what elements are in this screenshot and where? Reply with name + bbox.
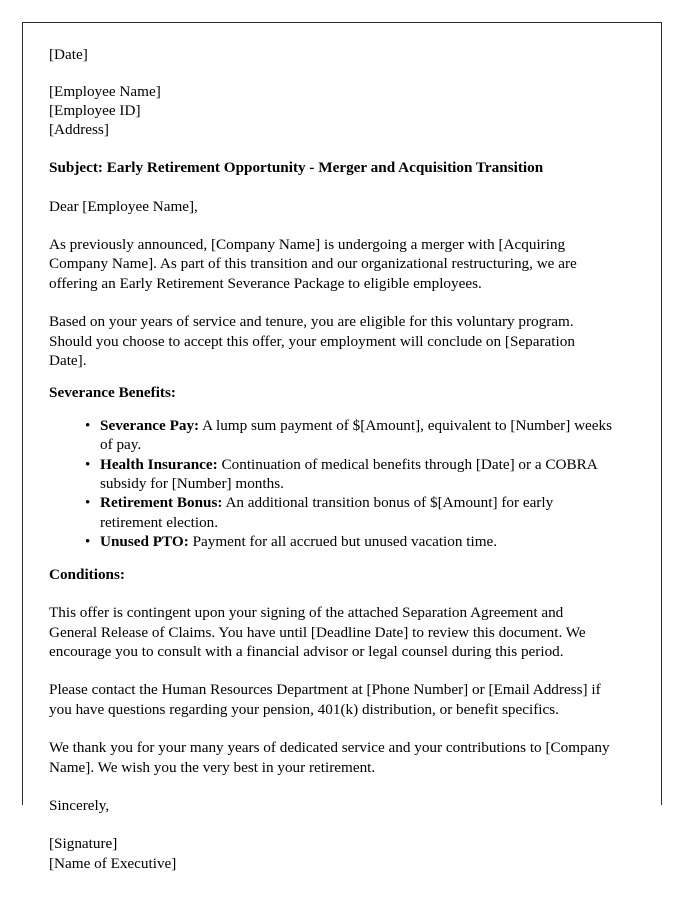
thanks-paragraph: We thank you for your many years of dedicated service and your contributions to [Company Name]. We wish you the very best in your retirement.	[49, 739, 610, 776]
spacer	[49, 178, 614, 197]
benefit-label: Retirement Bonus:	[100, 494, 223, 512]
salutation: Dear [Employee Name],	[49, 197, 198, 215]
spacer	[49, 403, 614, 416]
benefit-text: An additional transition bonus of $[Amount] for early retirement election.	[100, 494, 554, 531]
eligibility-paragraph: Based on your years of service and tenure, you are eligible for this voluntary program. Should you choose to accept this offer, your employment will conclude on [Separation Date].	[49, 313, 575, 370]
spacer	[49, 370, 614, 383]
document-body	[49, 45, 614, 873]
closing-salutation: Sincerely,	[49, 796, 110, 814]
benefit-text: Payment for all accrued but unused vacation time.	[188, 533, 498, 551]
list-item	[85, 493, 614, 532]
recipient-address: [Address]	[49, 120, 109, 138]
spacer	[49, 216, 614, 235]
spacer	[49, 293, 614, 312]
benefit-label: Unused PTO:	[100, 533, 189, 551]
list-item	[85, 532, 614, 551]
signature-placeholder: [Signature]	[49, 835, 118, 853]
spacer	[49, 584, 614, 603]
recipient-name: [Employee Name]	[49, 83, 161, 101]
signature-title: [Name of Executive]	[49, 854, 177, 872]
benefit-label: Health Insurance:	[100, 455, 218, 473]
list-item	[85, 455, 614, 494]
benefit-label: Severance Pay:	[100, 416, 200, 434]
severance-benefits-heading: Severance Benefits:	[49, 384, 176, 402]
subject-line: Subject: Early Retirement Opportunity - Merger and Acquisition Transition	[49, 159, 544, 177]
benefit-text: A lump sum payment of $[Amount], equivalent to [Number] weeks of pay.	[100, 416, 613, 454]
spacer	[49, 719, 614, 738]
spacer	[49, 552, 614, 565]
list-item	[85, 416, 614, 455]
date-placeholder: [Date]	[49, 46, 88, 63]
contact-paragraph: Please contact the Human Resources Department at [Phone Number] or [Email Address] if you have questions regarding your pension, 401(k) distribution, or benefit specifics.	[49, 681, 601, 718]
conditions-heading: Conditions:	[49, 565, 125, 583]
spacer	[49, 139, 614, 158]
conditions-paragraph: This offer is contingent upon your signing of the attached Separation Agreement and General Release of Claims. You have until [Deadline Date] to review this document. We encourage you to consult with a financial advisor or legal counsel during this period.	[49, 604, 586, 660]
intro-paragraph: As previously announced, [Company Name] is undergoing a merger with [Acquiring Company Name]. As part of this transition and our organizational restructuring, we are offering an Early Retirement Severance Package to eligible employees.	[49, 236, 577, 292]
recipient-employee-id: [Employee ID]	[49, 102, 141, 119]
document-page	[22, 22, 662, 872]
benefits-list	[49, 416, 614, 552]
spacer	[49, 661, 614, 680]
spacer	[49, 815, 614, 834]
spacer	[49, 64, 614, 83]
benefit-text: Continuation of medical benefits through [Date] or a COBRA subsidy for [Number] months.	[100, 455, 597, 493]
spacer	[49, 777, 614, 796]
